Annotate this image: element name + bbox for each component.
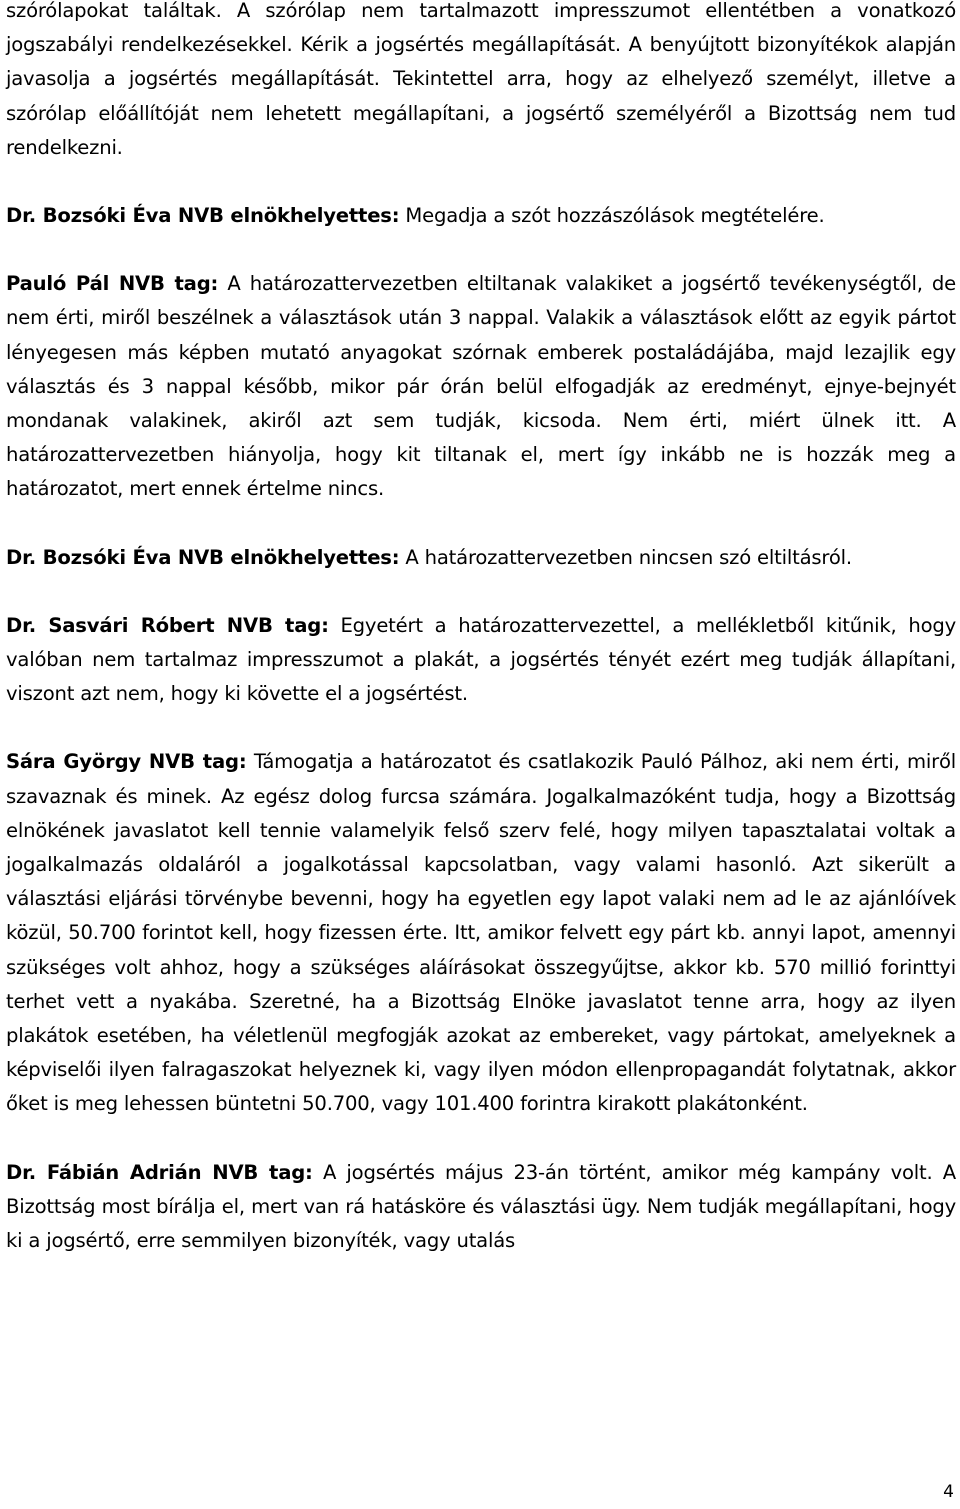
paragraph-sasvari [6,609,956,712]
paragraph-text: A határozattervezetben eltiltanak valakiket a jogsértő tevékenységtől, de nem érti, miről beszélnek a választások után 3 nappal. Valakik a választások előtt az egyik pártot lényegesen más képben mutató anyagokat szórnak emberek postaládájába, majd lezajlik egy választás és 3 nappal később, mikor pár órán belül elfogadják az eredményt, ejnye-bejnyét mondanak valakinek, akiről azt sem tudják, kicsoda. Nem érti, miért ülnek itt. A határozattervezetben hiányolja, hogy kit tiltanak el, mert így inkább ne is hozzák meg a határozatot, mert ennek értelme nincs. [6,272,956,501]
paragraph-text: szórólapokat találtak. A szórólap nem tartalmazott impresszumot ellentétben a vonatkozó jogszabályi rendelkezésekkel. Kérik a jogsértés megállapítását. A benyújtott bizonyítékok alapján javasolja a jogsértés megállapítását. Tekintettel arra, hogy az elhelyező személyt, illetve a szórólap előállítóját nem lehetett megállapítani, a jogsértő személyéről a Bizottság nem tud rendelkezni. [6,0,956,159]
speaker-name: Pauló Pál NVB tag: [6,272,219,296]
paragraph-text: Támogatja a határozatot és csatlakozik Pauló Pálhoz, aki nem érti, miről szavaznak és minek. Az egész dolog furcsa számára. Jogalkalmazóként tudja, hogy a Bizottság elnökének javaslatot kell tennie valamelyik felső szerv felé, hogy milyen tapasztalatai voltak a jogalkalmazás oldaláról a jogalkotással kapcsolatban, vagy valami hasonló. Azt sikerült a választási eljárási törvénybe bevenni, hogy ha egyetlen egy lapot valaki nem ad le az ajánlóívek közül, 50.700 forintot kell, hogy fizessen érte. Itt, amikor felvett egy párt kb. annyi lapot, amennyi szükséges volt ahhoz, hogy a szükséges aláírásokat összegyűjtse, akkor kb. 570 millió forinttyi terhet vett a nyakába. Szeretné, ha a Bizottság Elnöke javaslatot tenne arra, hogy az ilyen plakátok esetében, ha véletlenül megfogják azokat az embereket, vagy pártokat, amelyeknek a képviselői ilyen falragaszokat helyeznek ki, vagy ilyen módon ellenpropagandát folytatnak, akkor őket is meg lehessen büntetni 50.700, vagy 101.400 forintra kirakott plakátonként. [6,750,956,1116]
speaker-name: Dr. Sasvári Róbert NVB tag: [6,613,329,637]
paragraph-text: Egyetért a határozattervezettel, a mellékletből kitűnik, hogy valóban nem tartalmaz impresszumot a plakát, a jogsértés tényét ezért meg tudják állapítani, viszont azt nem, hogy ki követte el a jogsértést. [6,613,957,706]
speaker-name: Dr. Bozsóki Éva NVB elnökhelyettes: [6,545,400,569]
page-number: 4 [943,1482,954,1502]
speaker-name: Dr. Fábián Adrián NVB tag: [6,1160,313,1184]
paragraph-text: A jogsértés május 23-án történt, amikor még kampány volt. A Bizottság most bírálja el, mert van rá hatásköre és választási ügy. Nem tudják megállapítani, hogy ki a jogsértő, erre semmilyen bizonyíték, vagy utalás [6,1160,956,1253]
paragraph-text: Megadja a szót hozzászólások megtételére. [399,204,825,228]
speaker-name: Sára György NVB tag: [6,750,247,774]
paragraph-bozsoki-2 [6,541,956,575]
paragraph-sara [6,745,956,1121]
paragraph-paulo [6,267,956,506]
paragraph-bozsoki-1 [6,199,956,233]
paragraph-intro [6,0,956,165]
paragraph-fabian [6,1156,956,1259]
paragraph-text: A határozattervezetben nincsen szó eltiltásról. [399,545,852,569]
document-body [6,0,956,1292]
speaker-name: Dr. Bozsóki Éva NVB elnökhelyettes: [6,204,400,228]
